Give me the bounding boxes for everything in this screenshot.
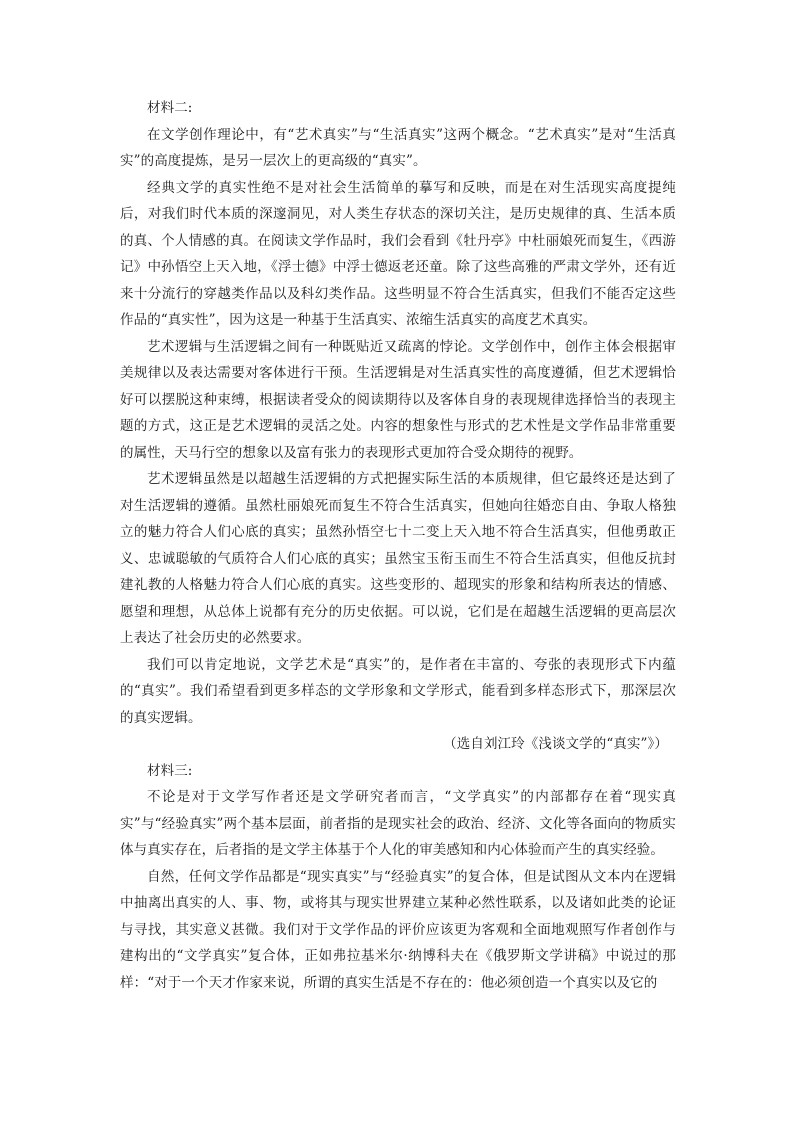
material-2-paragraph-3: 艺术逻辑与生活逻辑之间有一种既贴近又疏离的悖论。文学创作中，创作主体会根据审美规律以及表达需要对客体进行干预。生活逻辑是对生活真实性的高度遵循，但艺术逻辑恰好可以摆脱这种束缚，根据读者受众的阅读期待以及客体自身的表现规律选择恰当的表现主题的方式，这正是艺术逻辑的灵活之处。内容的想象性与形式的艺术性是文学作品非常重要的属性，天马行空的想象以及富有张力的表现形式更加符合受众期待的视野。	[120, 338, 676, 461]
material-2-paragraph-5: 我们可以肯定地说，文学艺术是“真实”的，是作者在丰富的、夸张的表现形式下内蕴的“真实”。我们希望看到更多样态的文学形象和文学形式，能看到多样态形式下，那深层次的真实逻辑。	[120, 656, 676, 726]
material-2-paragraph-1: 在文学创作理论中，有“艺术真实”与“生活真实”这两个概念。“艺术真实”是对“生活真实”的高度提炼，是另一层次上的更高级的“真实”。	[120, 126, 676, 169]
material-2-source-citation: （选自刘江玲《浅谈文学的“真实”》）	[443, 736, 668, 752]
document-page	[120, 95, 676, 996]
material-3-paragraph-2: 自然，任何文学作品都是“现实真实”与“经验真实”的复合体，但是试图从文本内在逻辑中抽离出真实的人、事、物，或将其与现实世界建立某种必然性联系，以及诸如此类的论证与寻找，其实意义甚微。我们对于文学作品的评价应该更为客观和全面地观照写作者创作与建构出的“文学真实”复合体，正如弗拉基米尔·纳博科夫在《俄罗斯文学讲稿》中说过的那样：“对于一个天才作家来说，所谓的真实生活是不存在的：他必须创造一个真实以及它的	[120, 868, 676, 991]
material-2-paragraph-2: 经典文学的真实性绝不是对社会生活简单的摹写和反映，而是在对生活现实高度提纯后，对我们时代本质的深邃洞见，对人类生存状态的深切关注，是历史规律的真、生活本质的真、个人情感的真。在阅读文学作品时，我们会看到《牡丹亭》中杜丽娘死而复生，《西游记》中孙悟空上天入地，《浮士德》中浮士德返老还童。除了这些高雅的严肃文学外，还有近来十分流行的穿越类作品以及科幻类作品。这些明显不符合生活真实，但我们不能否定这些作品的“真实性”，因为这是一种基于生活真实、浓缩生活真实的高度艺术真实。	[120, 179, 676, 328]
material-3-paragraph-1: 不论是对于文学写作者还是文学研究者而言，“文学真实”的内部都存在着“现实真实”与“经验真实”两个基本层面，前者指的是现实社会的政治、经济、文化等各面向的物质实体与真实存在，后者指的是文学主体基于个人化的审美感知和内心体验而产生的真实经验。	[120, 789, 676, 858]
material-2-paragraph-4: 艺术逻辑虽然是以超越生活逻辑的方式把握实际生活的本质规律，但它最终还是达到了对生活逻辑的遵循。虽然杜丽娘死而复生不符合生活真实，但她向往婚恋自由、争取人格独立的魅力符合人们心底的真实；虽然孙悟空七十二变上天入地不符合生活真实，但他勇敢正义、忠诚聪敏的气质符合人们心底的真实；虽然宝玉衔玉而生不符合生活真实，但他反抗封建礼教的人格魅力符合人们心底的真实。这些变形的、超现实的形象和结构所表达的情感、愿望和理想，从总体上说都有充分的历史依据。可以说，它们是在超越生活逻辑的更高层次上表达了社会历史的必然要求。	[120, 471, 676, 646]
material-2-heading: 材料二:	[147, 100, 193, 116]
material-3-heading: 材料三:	[147, 762, 193, 779]
